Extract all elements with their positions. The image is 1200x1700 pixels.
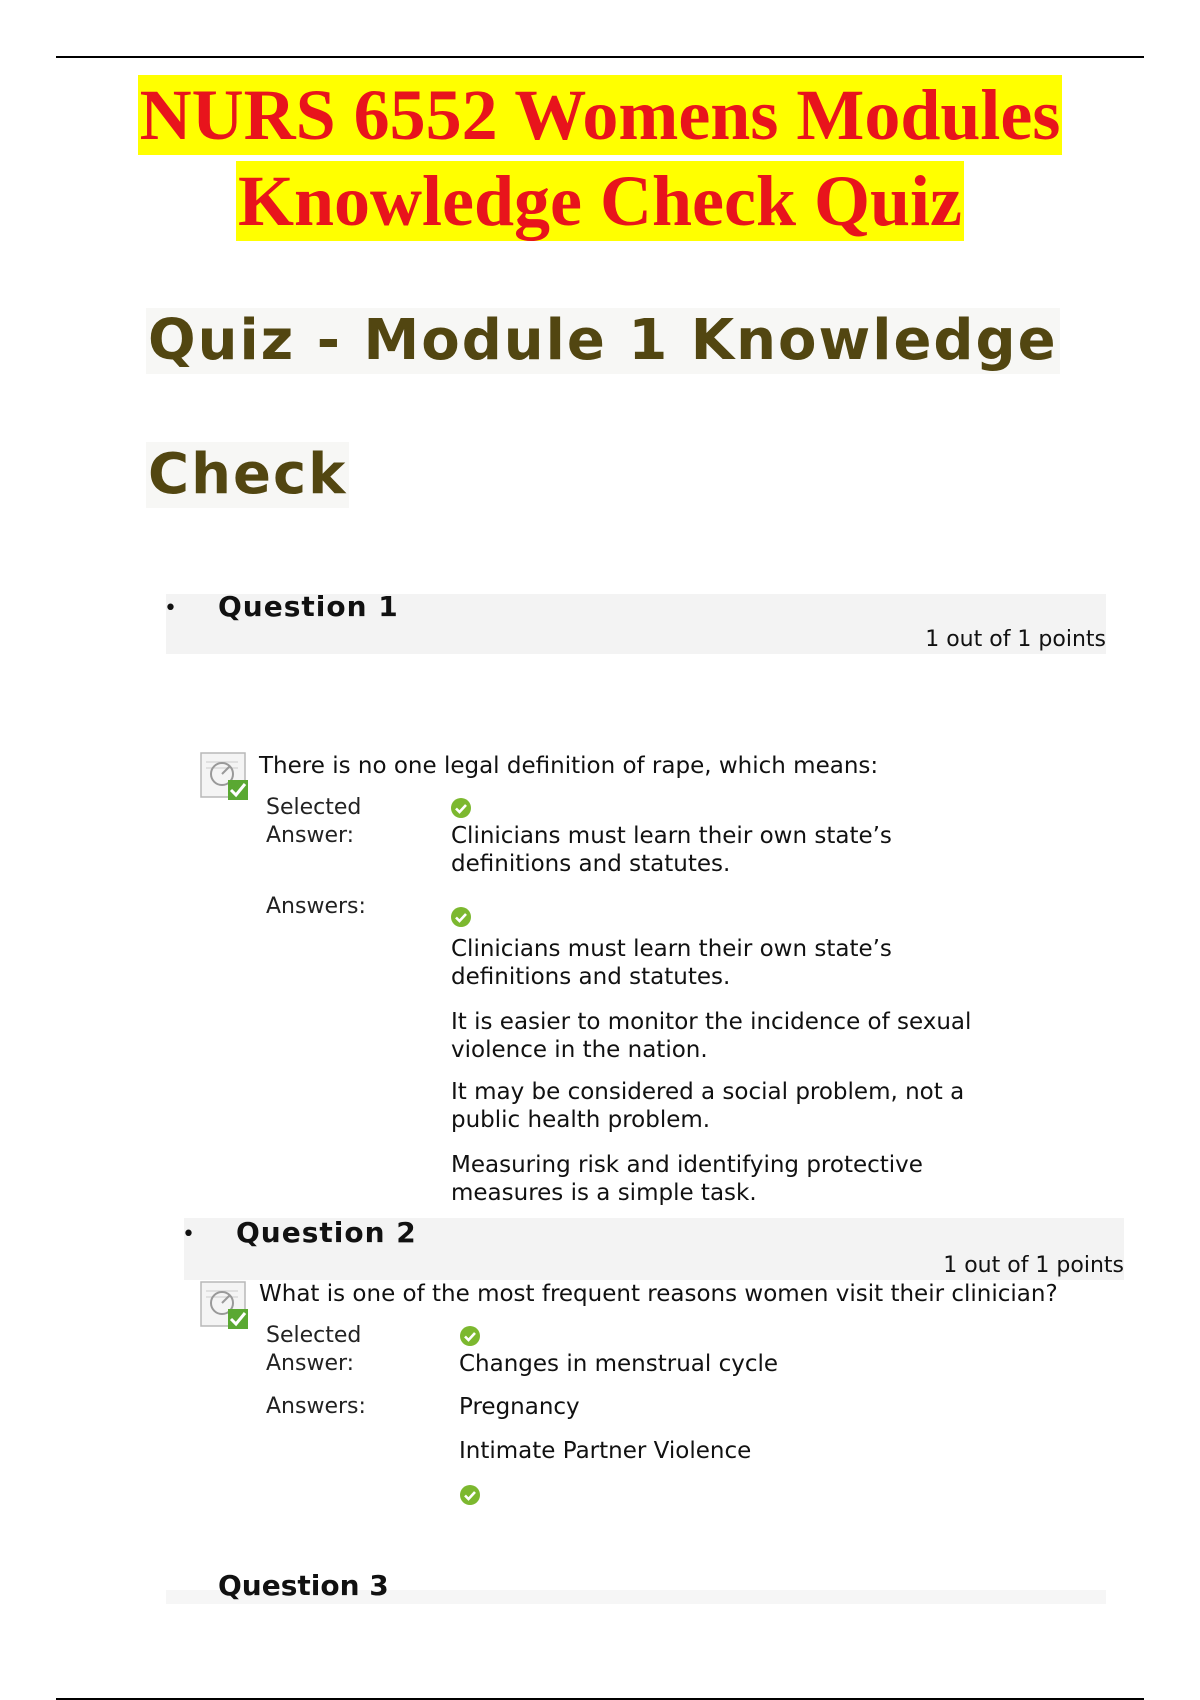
question-1-selected-answer: Clinicians must learn their own state’s definitions and statutes. (451, 823, 892, 877)
document-title-line2: Knowledge Check Quiz (237, 161, 962, 241)
question-1-answer-label: Answer: (266, 823, 355, 848)
question-1-answers-label: Answers: (266, 894, 366, 919)
question-1-correct-check-icon (450, 906, 472, 928)
question-3-title: Question 3 (218, 1569, 389, 1602)
question-2-answers-label: Answers: (266, 1394, 366, 1419)
question-2-graded-icon (200, 1279, 250, 1331)
question-2-correct-check-icon (459, 1484, 481, 1506)
question-1-prompt: There is no one legal definition of rape, which means: (259, 753, 879, 779)
question-1-answer-option: It is easier to monitor the incidence of sexual violence in the nation. (451, 1009, 972, 1063)
question-2-selected-answer: Changes in menstrual cycle (459, 1351, 779, 1377)
question-1-answer-option: Clinicians must learn their own state’s definitions and statutes. (451, 936, 892, 990)
question-1-selected-label: Selected (266, 795, 362, 820)
question-3-title-cutoff (218, 1569, 418, 1604)
quiz-heading-line2: Check (148, 442, 348, 507)
question-1-answer-option: Measuring risk and identifying protective measures is a simple task. (451, 1152, 923, 1206)
top-rule (56, 56, 1144, 58)
question-1-points: 1 out of 1 points (925, 627, 1106, 652)
quiz-heading-line1: Quiz - Module 1 Knowledge (148, 308, 1058, 373)
question-2-bullet: • (182, 1222, 195, 1247)
question-2-answer-option: Intimate Partner Violence (459, 1438, 752, 1464)
question-1-bullet: • (164, 596, 177, 621)
question-2-answer-option: Pregnancy (459, 1394, 580, 1420)
question-2-selected-label: Selected (266, 1323, 362, 1348)
question-2-points: 1 out of 1 points (943, 1253, 1124, 1278)
question-1-title: Question 1 (218, 590, 399, 623)
question-2-selected-check-icon (459, 1325, 481, 1347)
question-2-prompt: What is one of the most frequent reasons women visit their clinician? (259, 1281, 1058, 1307)
document-title-line1: NURS 6552 Womens Modules (139, 75, 1061, 155)
question-2-title: Question 2 (236, 1216, 417, 1249)
question-1-answer-option: It may be considered a social problem, not a public health problem. (451, 1079, 965, 1133)
document-title (0, 72, 1200, 244)
question-1-graded-icon (200, 750, 250, 802)
question-1-selected-check-icon (450, 797, 472, 819)
question-2-answer-label: Answer: (266, 1351, 355, 1376)
